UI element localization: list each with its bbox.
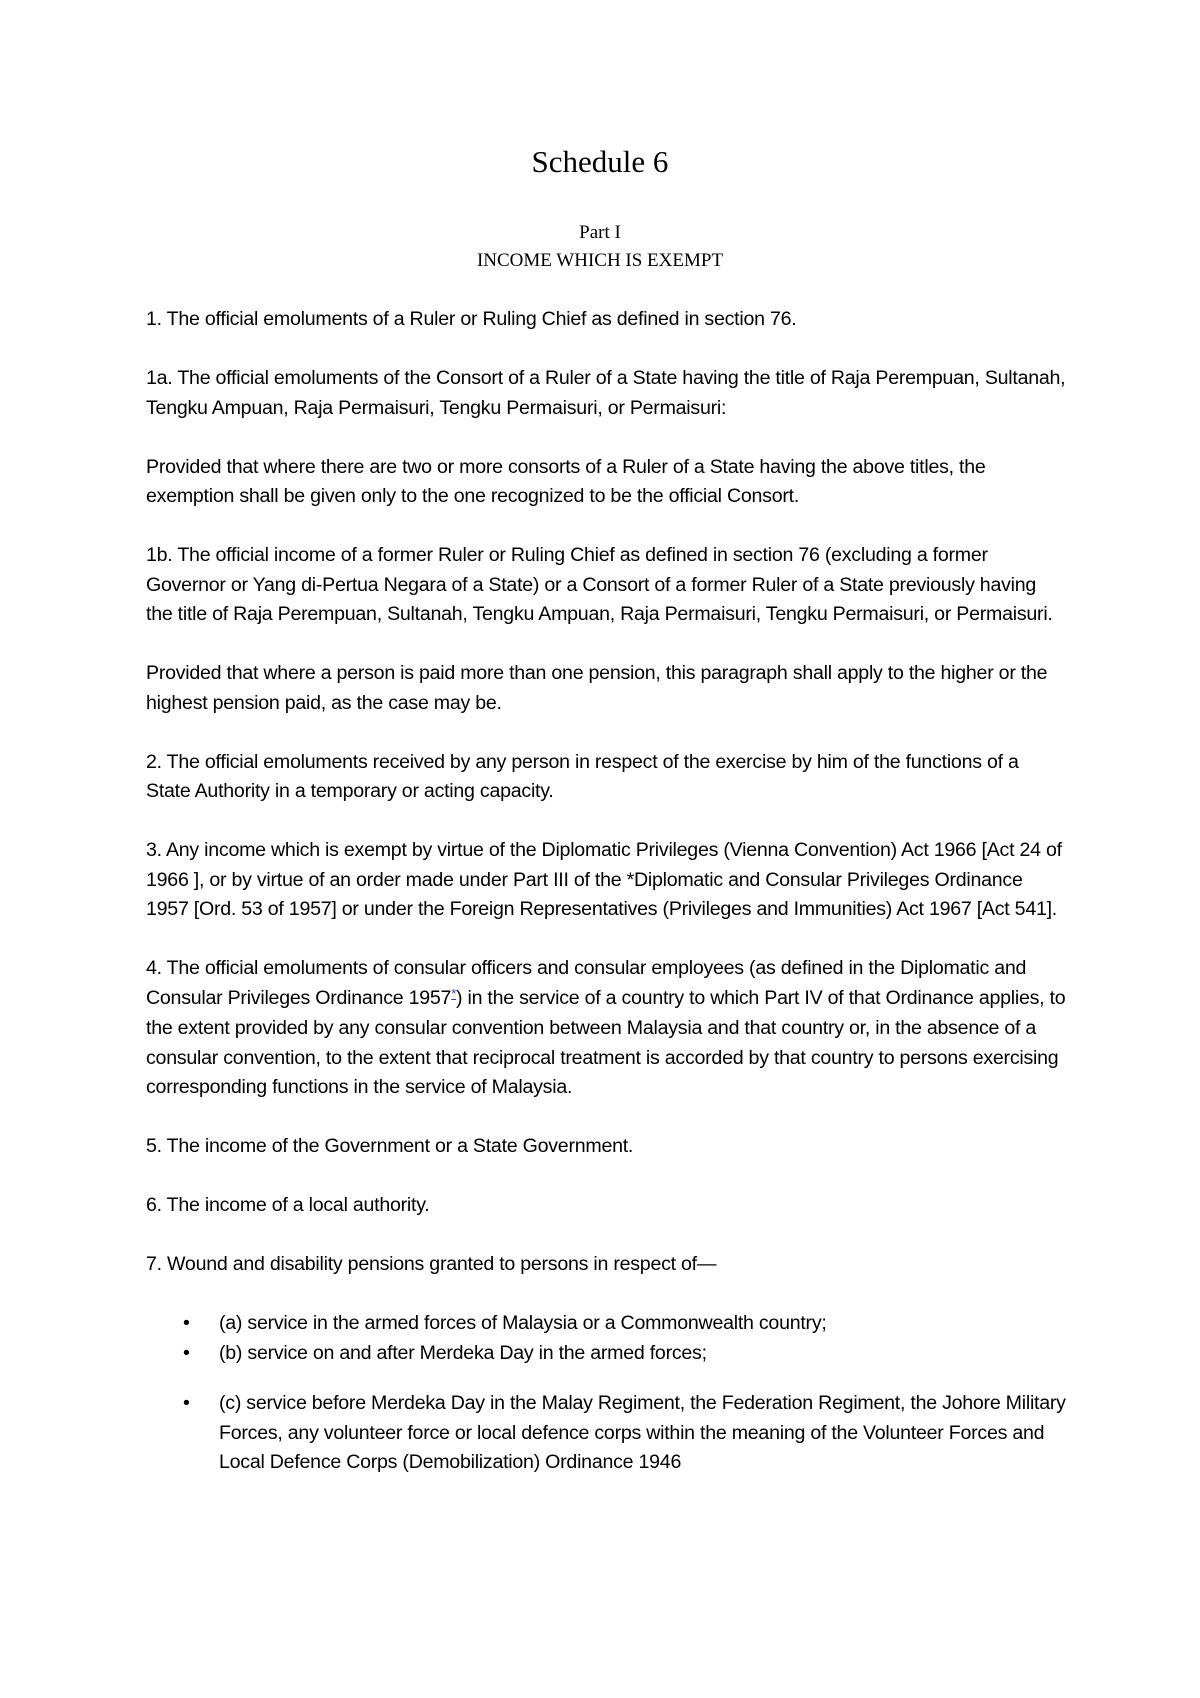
paragraph-7: 7. Wound and disability pensions granted to persons in respect of—	[146, 1253, 717, 1275]
list-item-text: (c) service before Merdeka Day in the Malay Regiment, the Federation Regiment, the Johore Military Forces, any volunteer force or local defence corps within the meaning of the Volunteer Forces and Local Defence Corps (Demobilization) Ordinance 1946	[219, 1392, 1066, 1473]
paragraph-1: 1. The official emoluments of a Ruler or Ruling Chief as defined in section 76.	[146, 308, 797, 330]
list-item	[146, 1389, 1066, 1478]
list-item	[146, 1309, 1066, 1339]
bullet-icon: •	[183, 1312, 190, 1334]
paragraph-6: 6. The income of a local authority.	[146, 1194, 430, 1216]
part-heading: INCOME WHICH IS EXEMPT	[476, 250, 724, 271]
paragraph-4	[146, 954, 1066, 1103]
paragraph-5: 5. The income of the Government or a State Government.	[146, 1135, 634, 1157]
list-item	[146, 1339, 1066, 1369]
paragraph-1a-proviso: Provided that where there are two or more consorts of a Ruler of a State having the above titles, the exemption shall be given only to the one recognized to be the official Consort.	[146, 455, 986, 507]
paragraph-3: 3. Any income which is exempt by virtue of the Diplomatic Privileges (Vienna Convention) Act 1966 [Act 24 of 1966 ], or by virtue of an order made under Part III of the *Diplomatic and Consular Privileges Ordinance 1957 [Ord. 53 of 1957] or under the Foreign Representatives (Privileges and Immunities) Act 1967 [Act 541].	[146, 839, 1062, 920]
paragraph-1b-proviso: Provided that where a person is paid more than one pension, this paragraph shall apply to the higher or the highest pension paid, as the case may be.	[146, 662, 1048, 714]
bullet-icon: •	[183, 1392, 190, 1414]
schedule-title: Schedule 6	[531, 144, 669, 179]
paragraph-2: 2. The official emoluments received by any person in respect of the exercise by him of the functions of a State Authority in a temporary or acting capacity.	[146, 750, 1019, 802]
document-body	[146, 305, 1066, 1478]
paragraph-4-text-before: 4. The official emoluments of consular officers and consular employees (as defined in the Diplomatic and Consular Privileges Ordinance 1957	[146, 957, 1027, 1009]
bullet-icon: •	[183, 1341, 190, 1364]
paragraph-4-text-after: ) in the service of a country to which Part IV of that Ordinance applies, to the extent provided by any consular convention between Malaysia and that country or, in the absence of a consular convention, to the extent that reciprocal treatment is accorded by that country to persons exercising corresponding functions in the service of Malaysia.	[146, 986, 1066, 1098]
list-item-text: (a) service in the armed forces of Malaysia or a Commonwealth country;	[219, 1312, 827, 1334]
list-item-text: (b) service on and after Merdeka Day in the armed forces;	[219, 1341, 707, 1364]
paragraph-1a: 1a. The official emoluments of the Consort of a Ruler of a State having the title of Raja Perempuan, Sultanah, Tengku Ampuan, Raja Permaisuri, Tengku Permaisuri, or Permaisuri:	[146, 367, 1066, 419]
footnote-link[interactable]: *	[451, 985, 456, 1001]
pension-list-group-2	[146, 1389, 1066, 1478]
paragraph-1b: 1b. The official income of a former Ruler or Ruling Chief as defined in section 76 (excluding a former Governor or Yang di-Pertua Negara of a State) or a Consort of a former Ruler of a State previously having the title of Raja Perempuan, Sultanah, Tengku Ampuan, Raja Permaisuri, Tengku Permaisuri, or Permaisuri.	[146, 544, 1053, 625]
pension-list-group-1	[146, 1309, 1066, 1368]
part-label: Part I	[579, 222, 621, 243]
